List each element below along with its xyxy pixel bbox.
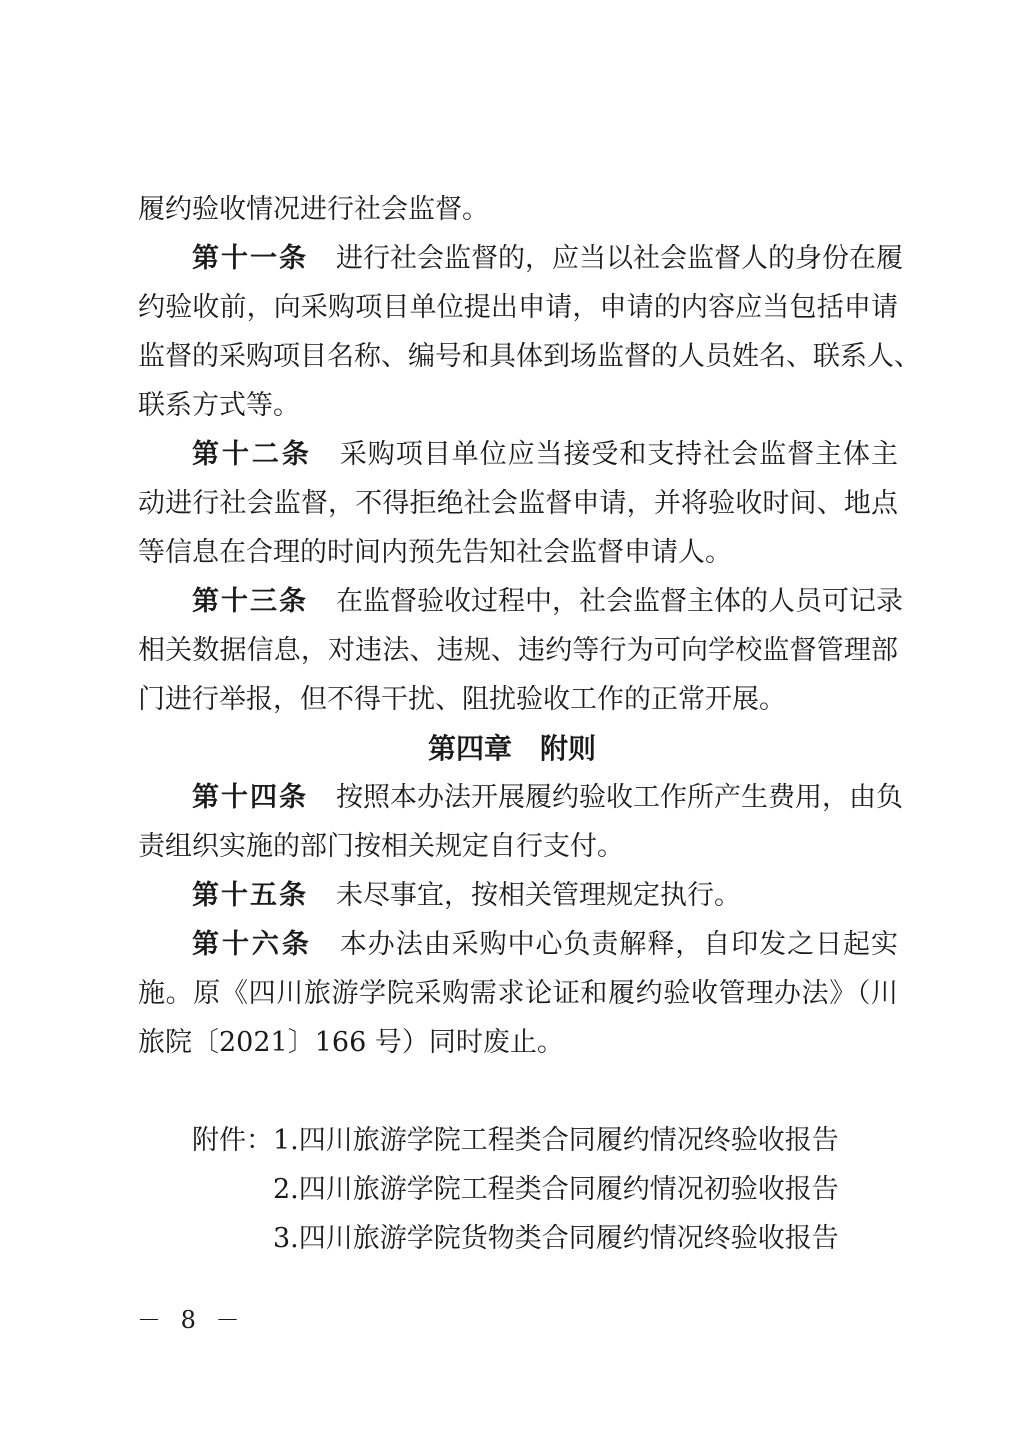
chapter-number: 第四章 [427,732,512,765]
attachment-item: 3.四川旅游学院货物类合同履约情况终验收报告 [273,1223,839,1254]
article-12-first-line [192,428,898,482]
article-text: 未尽事宜，按相关管理规定执行。 [336,880,741,911]
article-16-first-line [192,918,898,972]
article-title: 第十六条 [192,929,312,960]
article-text: 本办法由采购中心负责解释，自印发之日起实 [339,929,899,960]
paragraph-line: 相关数据信息，对违法、违规、违约等行为可向学校监督管理部 [138,635,898,666]
paragraph-line: 履约验收情况进行社会监督。 [138,194,489,225]
paragraph-line: 约验收前，向采购项目单位提出申请，申请的内容应当包括申请 [138,292,898,323]
article-text: 按照本办法开展履约验收工作所产生费用，由负 [336,782,903,813]
article-text: 采购项目单位应当接受和支持社会监督主体主 [339,439,899,470]
attachments-label: 附件： [192,1125,273,1156]
article-title: 第十四条 [192,782,308,813]
chapter-heading [0,722,1024,776]
article-text: 在监督验收过程中，社会监督主体的人员可记录 [336,586,903,617]
paragraph-line: 监督的采购项目名称、编号和具体到场监督的人员姓名、联系人、 [138,341,921,372]
article-13-first-line [192,575,903,629]
attachment-item: 1.四川旅游学院工程类合同履约情况终验收报告 [273,1125,839,1156]
article-title: 第十五条 [192,880,308,911]
paragraph-line: 动进行社会监督，不得拒绝社会监督申请，并将验收时间、地点 [138,488,898,519]
article-title: 第十三条 [192,586,308,617]
article-15-first-line [192,869,898,923]
paragraph-line: 门进行举报，但不得干扰、阻扰验收工作的正常开展。 [138,684,786,715]
chapter-name: 附则 [540,732,597,765]
paragraph-line: 责组织实施的部门按相关规定自行支付。 [138,831,624,862]
article-title: 第十二条 [192,439,312,470]
page-number: － 8 － [137,1306,246,1334]
paragraph-line: 等信息在合理的时间内预先告知社会监督申请人。 [138,537,732,568]
article-title: 第十一条 [192,243,308,274]
paragraph-line: 联系方式等。 [138,390,300,421]
article-text: 进行社会监督的，应当以社会监督人的身份在履 [336,243,903,274]
article-14-first-line [192,771,903,825]
paragraph-line: 施。原《四川旅游学院采购需求论证和履约验收管理办法》（川 [138,978,898,1009]
article-11-first-line [192,232,903,286]
paragraph-line: 旅院〔2021〕166 号）同时废止。 [138,1027,564,1058]
attachment-item: 2.四川旅游学院工程类合同履约情况初验收报告 [273,1174,839,1205]
